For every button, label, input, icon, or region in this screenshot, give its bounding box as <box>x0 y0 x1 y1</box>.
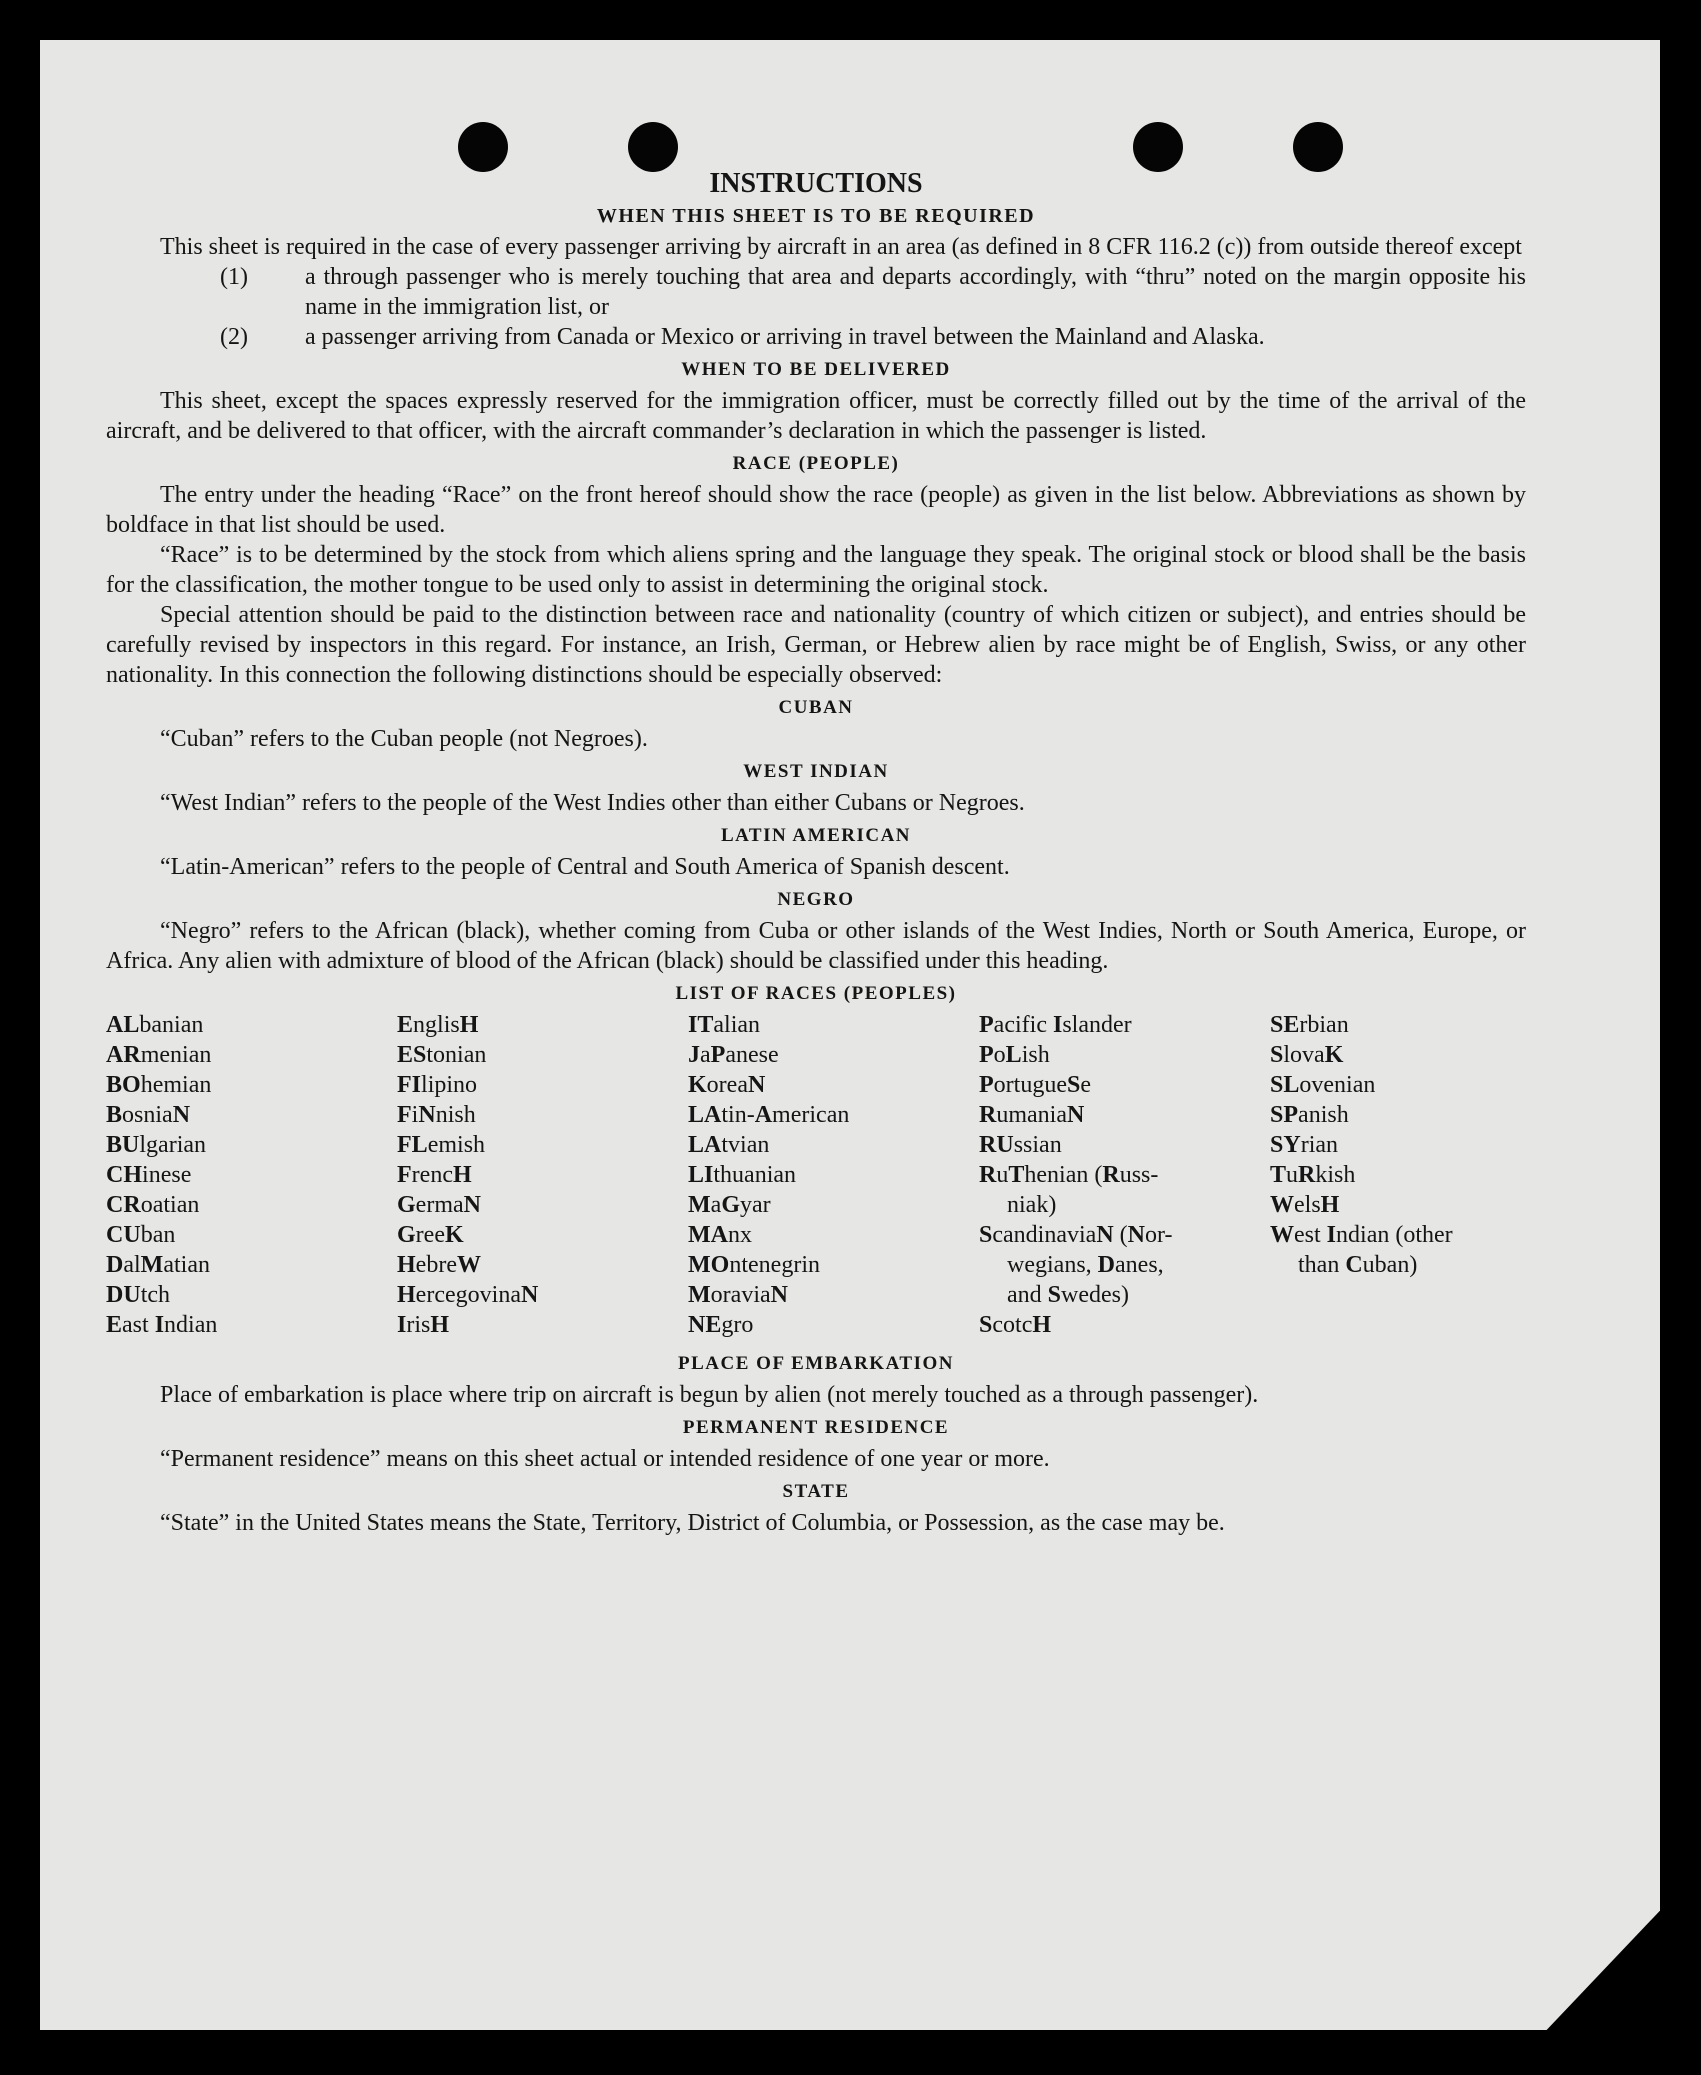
race-column <box>688 1010 979 1340</box>
latin-american-paragraph: “Latin-American” refers to the people of Central and South America of Spanish descent. <box>160 854 1010 880</box>
race-entry: CUban <box>106 1222 176 1248</box>
race-column <box>979 1010 1270 1340</box>
race-list <box>106 1010 1526 1340</box>
race-entry: East Indian <box>106 1312 218 1338</box>
race-entry: LAtvian <box>688 1132 770 1158</box>
race-entry: BUlgarian <box>106 1132 207 1158</box>
race-entry: FIlipino <box>397 1072 478 1098</box>
state-paragraph: “State” in the United States means the State, Territory, District of Columbia, or Possession, as the case may be. <box>160 1510 1225 1536</box>
race-entry: FLemish <box>397 1132 486 1158</box>
race-entry: TuRkish <box>1270 1162 1356 1188</box>
race-entry: BosniaN <box>106 1102 191 1128</box>
race-entry: SPanish <box>1270 1102 1349 1128</box>
race-column <box>397 1010 688 1340</box>
section-heading-delivered: WHEN TO BE DELIVERED <box>681 359 951 380</box>
race-entry-continued: wegians, Danes, <box>1007 1252 1164 1278</box>
section-heading-required: WHEN THIS SHEET IS TO BE REQUIRED <box>596 205 1036 227</box>
race-entry: WelsH <box>1270 1192 1340 1218</box>
race-entry: ITalian <box>688 1012 761 1038</box>
race-entry: HercegovinaN <box>397 1282 539 1308</box>
exception-item <box>106 262 1526 322</box>
race-entry: HebreW <box>397 1252 481 1278</box>
race-entry: GreeK <box>397 1222 464 1248</box>
race-paragraph-2: “Race” is to be determined by the stock from which aliens spring and the language they speak. The original stock or blood shall be the basis for the classification, the mother tongue to be used only to assist in determining the original stock. <box>106 542 1526 598</box>
race-entry: EStonian <box>397 1042 487 1068</box>
item-number: (2) <box>220 324 248 350</box>
race-entry: ALbanian <box>106 1012 204 1038</box>
punch-hole <box>1133 122 1183 172</box>
section-heading-list: LIST OF RACES (PEOPLES) <box>675 983 957 1004</box>
item-number: (1) <box>220 264 248 290</box>
race-entry: MAnx <box>688 1222 752 1248</box>
section-heading-state: STATE <box>782 1481 850 1502</box>
race-entry: ScotcH <box>979 1312 1052 1338</box>
race-entry: MOntenegrin <box>688 1252 820 1278</box>
punch-hole <box>628 122 678 172</box>
required-paragraph: This sheet is required in the case of every passenger arriving by aircraft in an area (as defined in 8 CFR 116.2 (c)) from outside thereof except <box>160 234 1522 260</box>
item-text: a passenger arriving from Canada or Mexico or arriving in travel between the Mainland and Alaska. <box>305 324 1265 350</box>
race-entry: EnglisH <box>397 1012 479 1038</box>
race-entry: IrisH <box>397 1312 450 1338</box>
race-paragraph-1: The entry under the heading “Race” on the front hereof should show the race (people) as given in the list below. Abbreviations as shown by boldface in that list should be used. <box>106 482 1526 538</box>
punch-hole <box>1293 122 1343 172</box>
race-entry: GermaN <box>397 1192 481 1218</box>
race-paragraph-3: Special attention should be paid to the distinction between race and nationality (country of which citizen or subject), and entries should be carefully revised by inspectors in this regard. For instance, an Irish, German, or Hebrew alien by race might be of English, Swiss, or any other nationality. In this connection the following distinctions should be especially observed: <box>106 602 1526 688</box>
race-entry: PortugueSe <box>979 1072 1092 1098</box>
section-heading-negro: NEGRO <box>777 889 855 910</box>
west-indian-paragraph: “West Indian” refers to the people of the West Indies other than either Cubans or Negroes. <box>160 790 1025 816</box>
race-entry: MaGyar <box>688 1192 771 1218</box>
race-entry: Pacific Islander <box>979 1012 1132 1038</box>
race-entry-continued: and Swedes) <box>1007 1282 1130 1308</box>
race-entry: DUtch <box>106 1282 171 1308</box>
race-entry: LIthuanian <box>688 1162 797 1188</box>
section-heading-embarkation: PLACE OF EMBARKATION <box>678 1353 954 1374</box>
exception-item <box>106 322 1526 352</box>
embarkation-paragraph: Place of embarkation is place where trip on aircraft is begun by alien (not merely touched as a through passenger). <box>160 1382 1259 1408</box>
race-entry: DalMatian <box>106 1252 210 1278</box>
race-entry-continued: niak) <box>1007 1192 1057 1218</box>
section-heading-west-indian: WEST INDIAN <box>743 761 889 782</box>
race-entry: JaPanese <box>688 1042 779 1068</box>
race-entry: SYrian <box>1270 1132 1339 1158</box>
delivered-paragraph: This sheet, except the spaces expressly reserved for the immigration officer, must be correctly filled out by the time of the arrival of the aircraft, and be delivered to that officer, with the aircraft commander’s declaration in which the passenger is listed. <box>106 388 1526 444</box>
race-entry: BOhemian <box>106 1072 212 1098</box>
race-entry: LAtin-American <box>688 1102 850 1128</box>
race-entry: CHinese <box>106 1162 192 1188</box>
race-entry: SlovaK <box>1270 1042 1344 1068</box>
race-entry: RuThenian (Russ- <box>979 1162 1159 1188</box>
negro-paragraph: “Negro” refers to the African (black), whether coming from Cuba or other islands of the West Indies, North or South America, Europe, or Africa. Any alien with admixture of blood of the African (black) should be classified under this heading. <box>106 918 1526 974</box>
race-entry: SLovenian <box>1270 1072 1376 1098</box>
race-entry: RumaniaN <box>979 1102 1085 1128</box>
race-entry: FrencH <box>397 1162 472 1188</box>
cuban-paragraph: “Cuban” refers to the Cuban people (not Negroes). <box>160 726 648 752</box>
race-column <box>106 1010 397 1340</box>
page-title: INSTRUCTIONS <box>709 168 923 199</box>
section-heading-race: RACE (PEOPLE) <box>732 453 900 474</box>
residence-paragraph: “Permanent residence” means on this sheet actual or intended residence of one year or more. <box>160 1446 1050 1472</box>
section-heading-cuban: CUBAN <box>778 697 854 718</box>
instructions-content <box>106 166 1526 1538</box>
race-entry: KoreaN <box>688 1072 766 1098</box>
section-heading-residence: PERMANENT RESIDENCE <box>682 1417 950 1438</box>
race-entry: ARmenian <box>106 1042 212 1068</box>
race-entry: West Indian (other <box>1270 1222 1453 1248</box>
race-entry-continued: than Cuban) <box>1298 1252 1418 1278</box>
punch-hole <box>458 122 508 172</box>
race-entry: SErbian <box>1270 1012 1349 1038</box>
race-entry: NEgro <box>688 1312 754 1338</box>
race-column <box>1270 1010 1526 1340</box>
section-heading-latin-american: LATIN AMERICAN <box>720 825 912 846</box>
race-entry: MoraviaN <box>688 1282 788 1308</box>
item-text: a through passenger who is merely touching that area and departs accordingly, with “thru” noted on the margin opposite his name in the immigration list, or <box>305 264 1526 320</box>
race-entry: ScandinaviaN (Nor- <box>979 1222 1173 1248</box>
race-entry: RUssian <box>979 1132 1062 1158</box>
race-entry: CRoatian <box>106 1192 200 1218</box>
race-entry: FiNnish <box>397 1102 476 1128</box>
race-entry: PoLish <box>979 1042 1050 1068</box>
